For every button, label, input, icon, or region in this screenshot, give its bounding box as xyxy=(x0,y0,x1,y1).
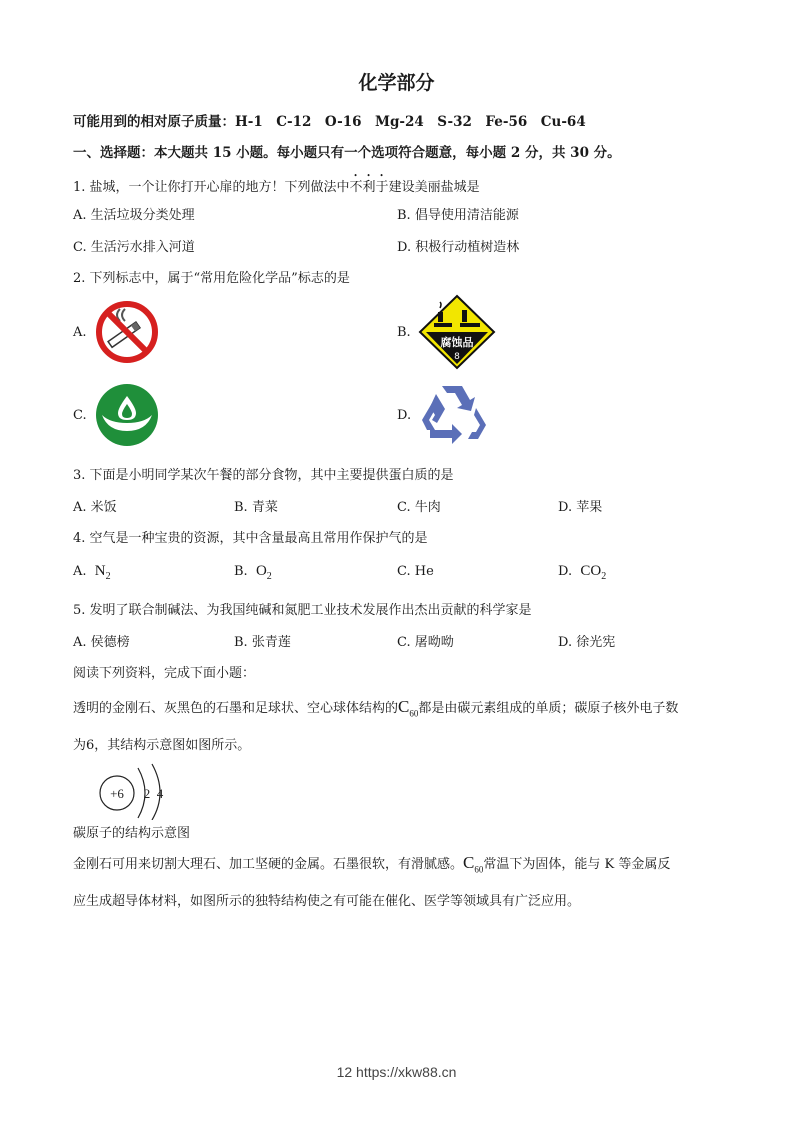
formula-symbol: C xyxy=(463,853,475,872)
q4-option-c[interactable]: C. He xyxy=(397,564,434,579)
q1-option-a[interactable]: A. 生活垃圾分类处理 xyxy=(73,208,195,223)
q2-option-c-label[interactable]: C. xyxy=(73,408,87,423)
corrosive-sign-text: 腐蚀品 xyxy=(440,336,474,349)
formula-symbol: N xyxy=(94,563,106,579)
q4-option-d-formula xyxy=(580,563,607,582)
q5-option-b[interactable]: B. 张青莲 xyxy=(234,635,291,650)
no-smoking-icon xyxy=(94,299,160,365)
q3-option-b[interactable]: B. 青菜 xyxy=(234,500,278,515)
carbon-atom-structure-diagram xyxy=(96,762,176,820)
page-footer: 12 https://xkw88.cn xyxy=(336,1064,457,1080)
q1-stem-emphasis: 不利于 xyxy=(349,180,389,195)
q3-option-a[interactable]: A. 米饭 xyxy=(73,500,117,515)
question-1-stem xyxy=(73,172,480,195)
reading-paragraph-1 xyxy=(73,697,678,718)
reading-text: 常温下为固体，能与 K 等金属反 xyxy=(483,857,671,872)
atomic-mass-line: 可能用到的相对原子质量：H-1 C-12 O-16 Mg-24 S-32 Fe-56 Cu-64 xyxy=(73,114,586,130)
question-3-stem: 3. 下面是小明同学某次午餐的部分食物，其中主要提供蛋白质的是 xyxy=(73,468,454,483)
formula-subscript: 2 xyxy=(601,571,607,582)
q1-stem-part: 建设美丽盐城是 xyxy=(388,180,480,195)
formula-symbol: C xyxy=(398,697,410,716)
reading-text: 金刚石可用来切割大理石、加工坚硬的金属。石墨很软，有滑腻感。 xyxy=(73,857,464,872)
q1-option-b[interactable]: B. 倡导使用清洁能源 xyxy=(397,208,519,223)
q4-option-b-label: B. xyxy=(234,564,248,579)
corrosive-sign-number: 8 xyxy=(454,352,460,362)
q2-option-a-label[interactable]: A. xyxy=(73,325,87,340)
q4-option-a[interactable] xyxy=(73,563,111,582)
section-heading: 一、选择题：本大题共 15 小题。每小题只有一个选项符合题意，每小题 2 分，共 30 分。 xyxy=(73,145,621,161)
q4-option-d-label: D. xyxy=(558,564,573,579)
reading-text: 透明的金刚石、灰黑色的石墨和足球状、空心球体结构的 xyxy=(73,701,399,716)
shell-1-electrons: 2 xyxy=(143,786,151,801)
reading-intro: 阅读下列资料，完成下面小题： xyxy=(73,666,256,681)
q3-option-d[interactable]: D. 苹果 xyxy=(558,500,603,515)
q1-stem-part: 1. 盐城，一个让你打开心扉的地方！下列做法中 xyxy=(73,180,350,195)
q2-option-b-label[interactable]: B. xyxy=(397,325,411,340)
q4-option-d[interactable] xyxy=(558,563,606,582)
water-saving-icon xyxy=(94,382,160,448)
question-4-stem: 4. 空气是一种宝贵的资源，其中含量最高且常用作保护气的是 xyxy=(73,531,428,546)
shell-2-electrons: 4 xyxy=(156,786,164,801)
question-2-stem: 2. 下列标志中，属于“常用危险化学品”标志的是 xyxy=(73,271,350,286)
formula-subscript: 2 xyxy=(266,571,272,582)
reading-paragraph-2-line2: 应生成超导体材料，如图所示的独特结构使之有可能在催化、医学等领域具有广泛应用。 xyxy=(73,894,581,909)
q4-option-a-label: A. xyxy=(73,564,87,579)
formula-subscript: 2 xyxy=(105,571,111,582)
formula-symbol: O xyxy=(255,563,267,579)
q1-option-d[interactable]: D. 积极行动植树造林 xyxy=(397,240,520,255)
formula-subscript: 60 xyxy=(474,864,484,875)
q5-option-d[interactable]: D. 徐光宪 xyxy=(558,635,616,650)
diagram-caption: 碳原子的结构示意图 xyxy=(73,826,191,841)
c60-formula xyxy=(463,853,484,875)
corrosive-hazard-icon xyxy=(418,294,496,370)
q4-option-b[interactable] xyxy=(234,563,272,582)
recycle-icon xyxy=(418,380,490,446)
q5-option-c[interactable]: C. 屠呦呦 xyxy=(397,635,454,650)
q4-option-a-formula xyxy=(94,563,111,582)
q1-option-c[interactable]: C. 生活污水排入河道 xyxy=(73,240,195,255)
q2-option-d-label[interactable]: D. xyxy=(397,408,412,423)
question-5-stem: 5. 发明了联合制碱法、为我国纯碱和氮肥工业技术发展作出杰出贡献的科学家是 xyxy=(73,603,532,618)
formula-subscript: 60 xyxy=(409,708,419,719)
page-title: 化学部分 xyxy=(358,72,435,94)
c60-formula xyxy=(398,697,419,719)
formula-symbol: CO xyxy=(580,563,602,579)
reading-paragraph-2 xyxy=(73,853,670,874)
q4-option-b-formula xyxy=(255,563,272,582)
reading-paragraph-1-line2: 为6，其结构示意图如图所示。 xyxy=(73,738,251,753)
nucleus-charge: +6 xyxy=(110,786,124,801)
reading-text: 都是由碳元素组成的单质；碳原子核外电子数 xyxy=(418,701,679,716)
q5-option-a[interactable]: A. 侯德榜 xyxy=(73,635,130,650)
q3-option-c[interactable]: C. 牛肉 xyxy=(397,500,441,515)
